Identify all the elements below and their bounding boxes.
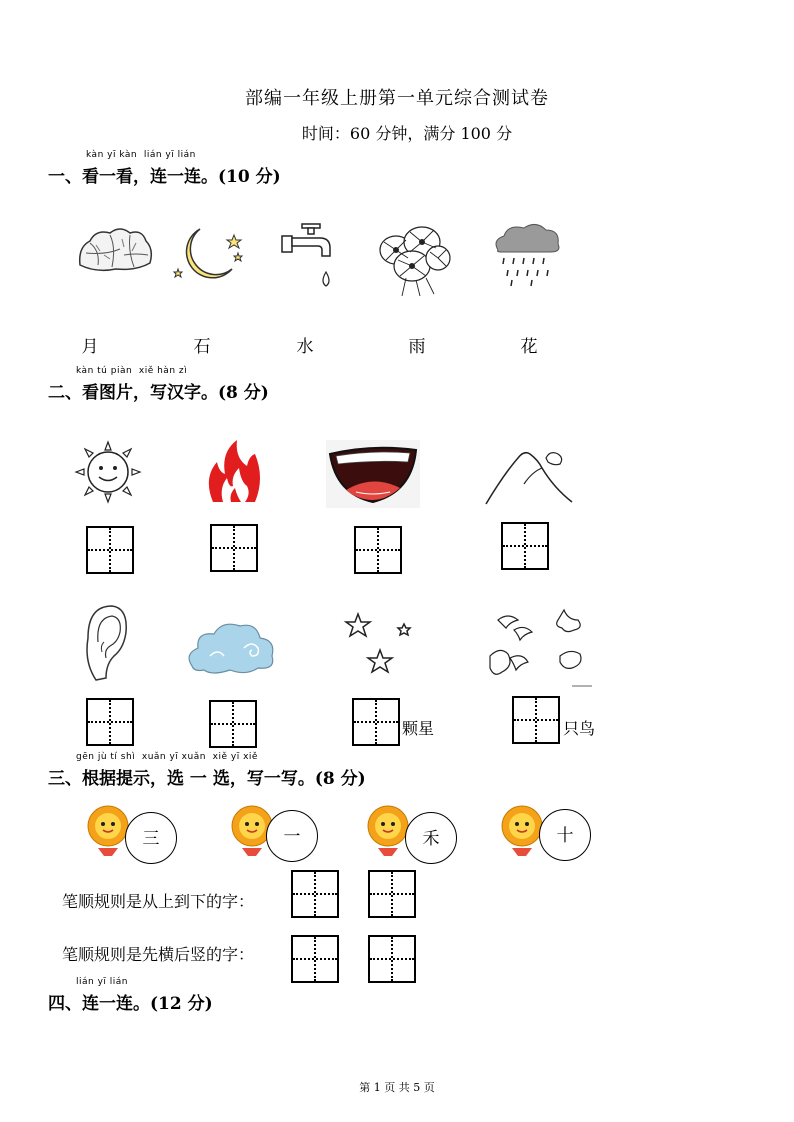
stone-icon (76, 225, 154, 275)
page-footer: 第 1 页 共 5 页 (359, 1081, 435, 1094)
flower-icon (376, 220, 450, 298)
sun-icon (72, 440, 144, 504)
writing-box[interactable] (86, 698, 134, 746)
writing-box[interactable] (291, 870, 339, 918)
page-title: 部编一年级上册第一单元综合测试卷 (245, 88, 549, 109)
page-subtitle: 时间：60 分钟，满分 100 分 (301, 124, 513, 143)
sunflower-icon (364, 800, 412, 858)
moon-icon (176, 225, 246, 279)
char-label: 雨 (408, 337, 426, 357)
option-circle[interactable]: 三 (125, 812, 177, 864)
option-circle[interactable]: 一 (266, 810, 318, 862)
writing-box[interactable] (368, 935, 416, 983)
rain-cloud-icon (490, 222, 562, 290)
sunflower-icon (84, 800, 132, 858)
water-tap-icon (280, 222, 340, 294)
birds-icon (484, 606, 594, 690)
char-label: 花 (520, 337, 538, 357)
ear-icon (82, 602, 130, 682)
writing-box[interactable] (501, 522, 549, 570)
mountain-icon (484, 444, 574, 506)
writing-box[interactable] (209, 700, 257, 748)
rule-top-to-bottom: 笔顺规则是从上到下的字： (62, 892, 255, 911)
stars-icon (344, 612, 414, 682)
fire-icon (205, 438, 263, 506)
char-label: 月 (81, 337, 99, 357)
section4-heading: 四、连一连。(12 分) (48, 994, 213, 1014)
writing-box[interactable] (86, 526, 134, 574)
writing-box[interactable] (291, 935, 339, 983)
mouth-icon (326, 440, 420, 508)
section2-pinyin: kàn tú piàn xiě hàn zì (76, 366, 188, 376)
cloud-icon (186, 618, 278, 678)
writing-box[interactable] (352, 698, 400, 746)
char-label: 石 (193, 337, 211, 357)
section1-pinyin: kàn yī kàn lián yī lián (86, 150, 196, 160)
section1-heading: 一、看一看，连一连。(10 分) (48, 167, 281, 187)
rule-horizontal-first: 笔顺规则是先横后竖的字： (62, 945, 255, 964)
star-count-suffix: 颗星 (402, 719, 435, 738)
section2-heading: 二、看图片，写汉字。(8 分) (48, 383, 269, 403)
writing-box[interactable] (512, 696, 560, 744)
writing-box[interactable] (354, 526, 402, 574)
char-label: 水 (296, 337, 314, 357)
bird-count-suffix: 只鸟 (563, 719, 596, 738)
section4-pinyin: lián yī lián (76, 977, 128, 987)
writing-box[interactable] (368, 870, 416, 918)
writing-box[interactable] (210, 524, 258, 572)
option-circle[interactable]: 禾 (405, 812, 457, 864)
section3-heading: 三、根据提示，选 一 选，写一写。(8 分) (48, 769, 366, 789)
section3-pinyin: gēn jù tí shì xuǎn yī xuǎn xiě yī xiě (76, 752, 258, 762)
option-circle[interactable]: 十 (539, 809, 591, 861)
